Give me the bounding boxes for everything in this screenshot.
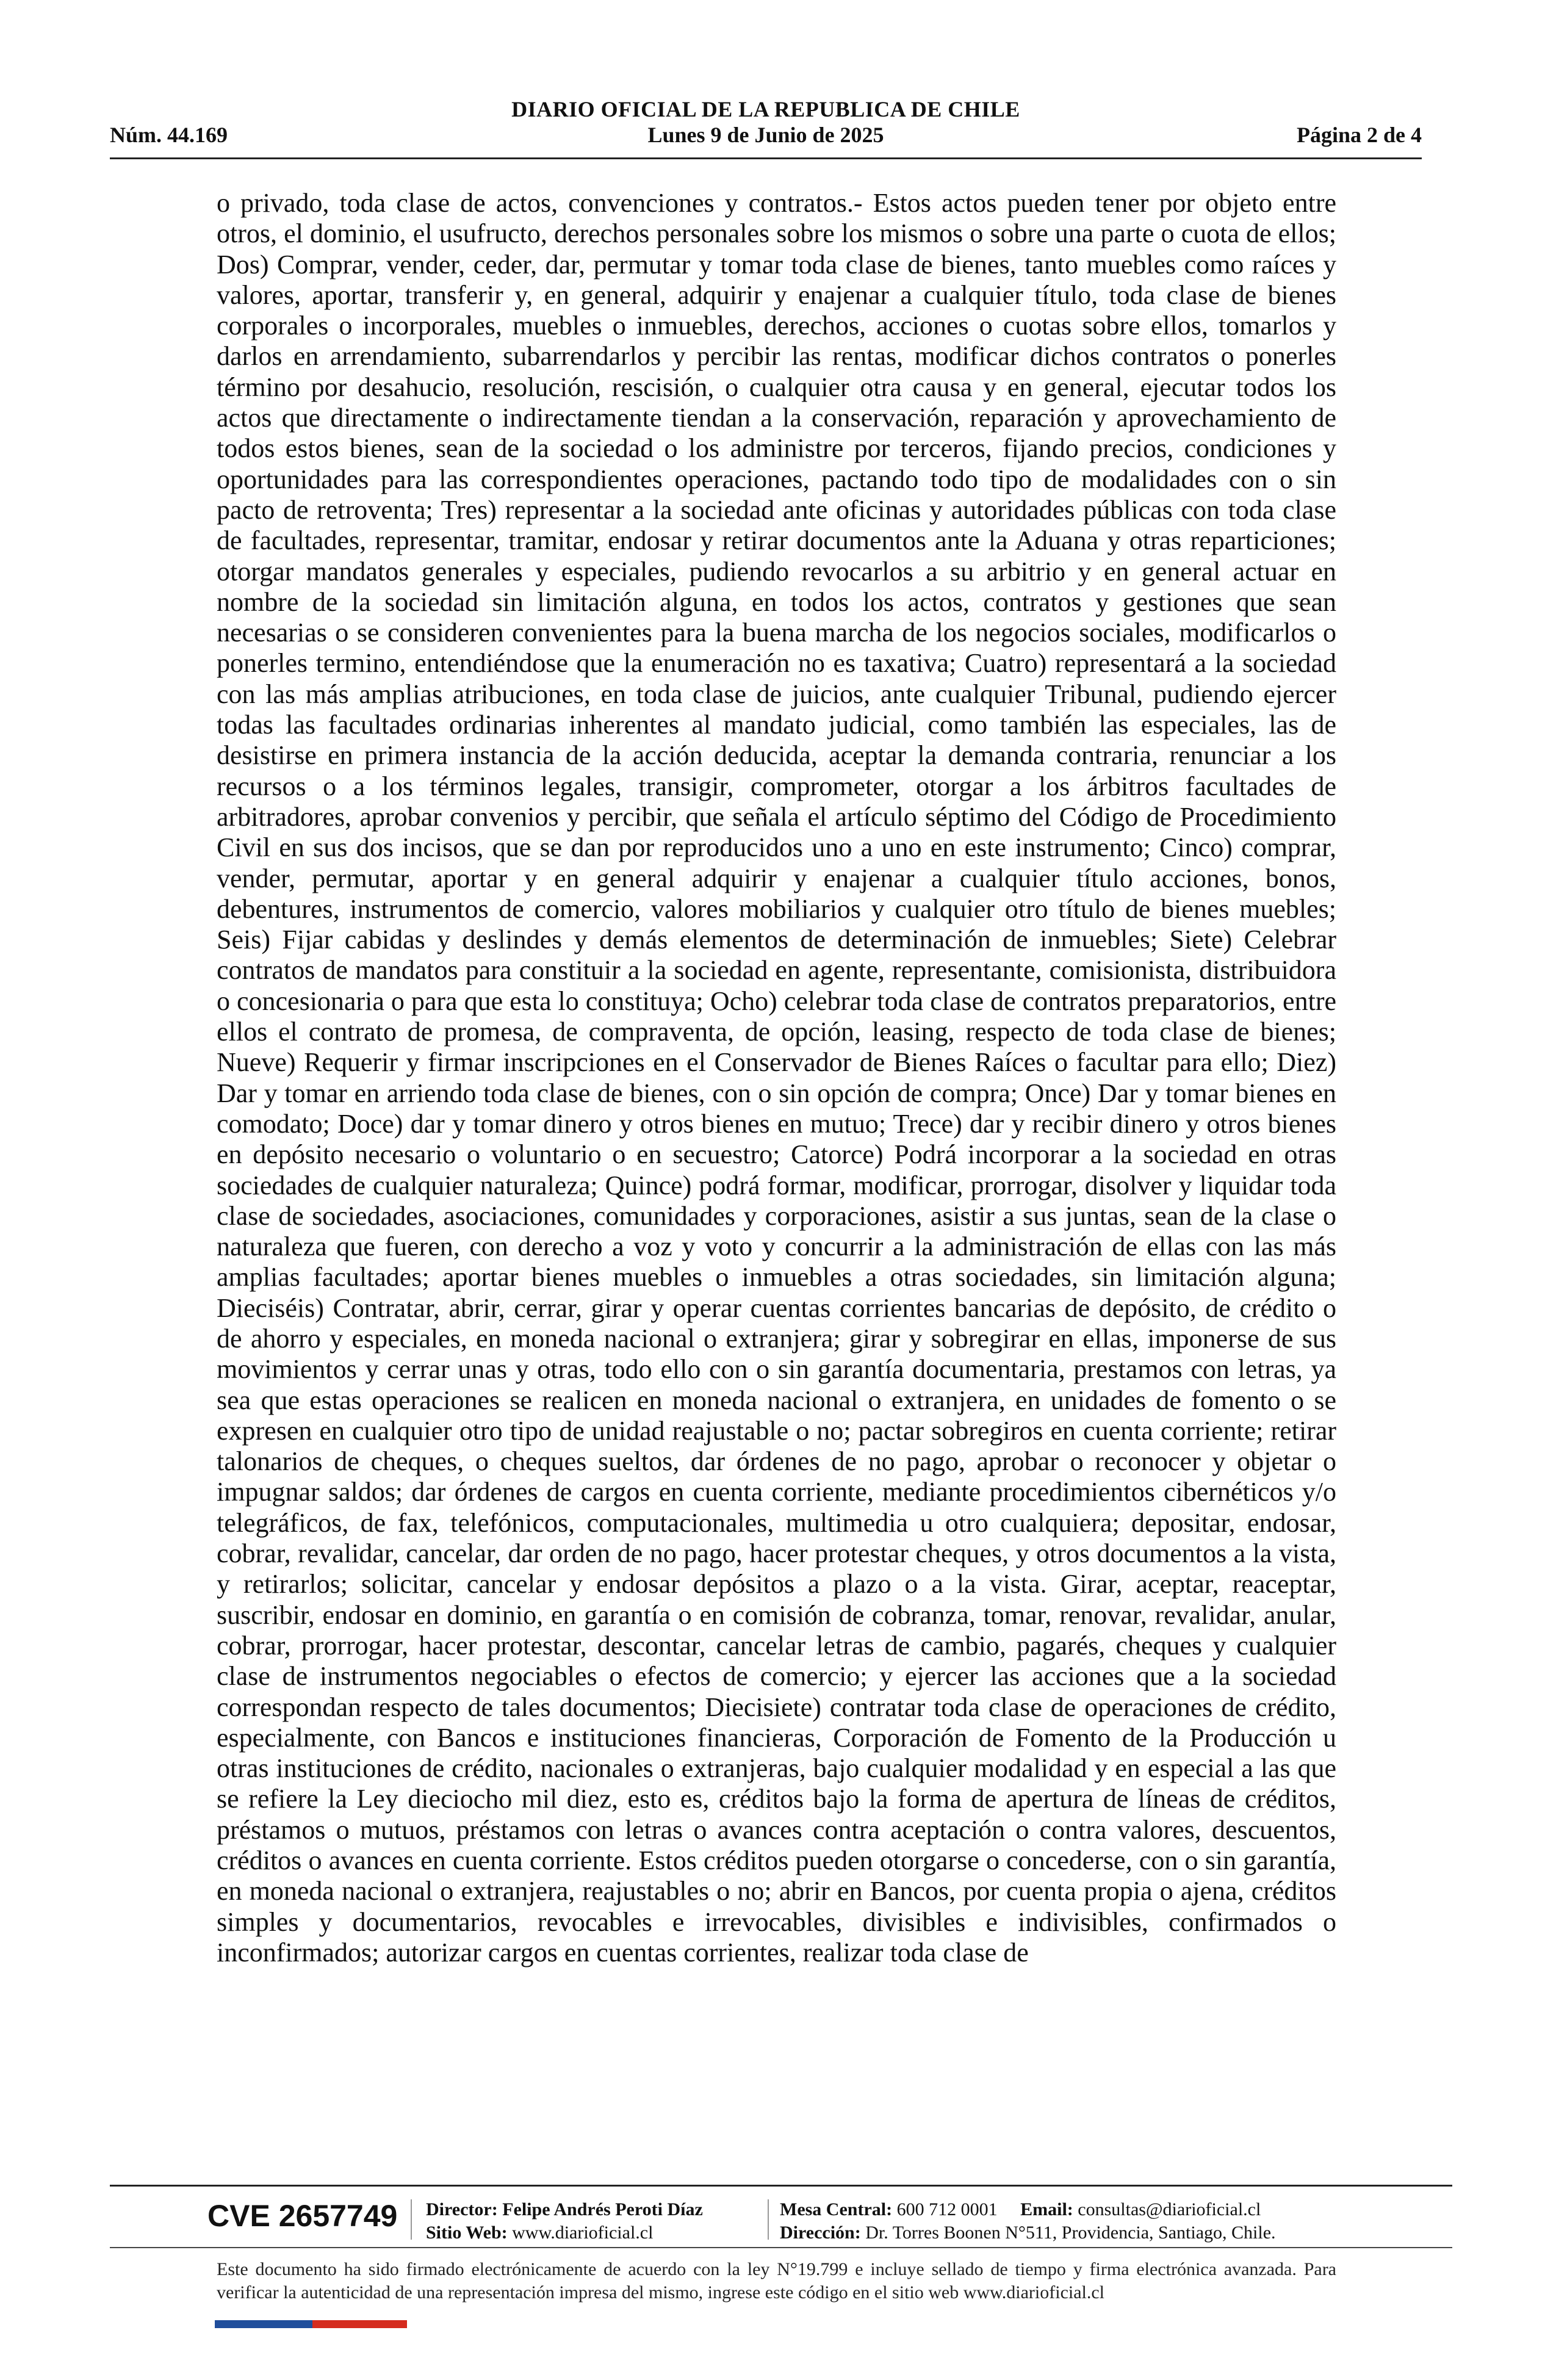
address-text: Dr. Torres Boonen N°511, Providencia, Santiago, Chile. xyxy=(865,2223,1276,2243)
page-header xyxy=(110,92,1422,159)
contact-line xyxy=(780,2198,1276,2221)
flag-stripe xyxy=(215,2320,407,2328)
address-label: Dirección: xyxy=(780,2223,861,2243)
contact-block xyxy=(780,2198,1276,2245)
website-label: Sitio Web: xyxy=(426,2223,508,2243)
director-label: Director: xyxy=(426,2199,498,2220)
footer-separator xyxy=(768,2199,769,2240)
director-name: Felipe Andrés Peroti Díaz xyxy=(502,2199,703,2220)
email-label: Email: xyxy=(1020,2199,1073,2220)
phone-label: Mesa Central: xyxy=(780,2199,893,2220)
flag-stripe-red xyxy=(312,2320,407,2328)
publication-title: DIARIO OFICIAL DE LA REPUBLICA DE CHILE xyxy=(511,97,1020,121)
page-footer xyxy=(110,2191,1452,2252)
footer-divider-bottom xyxy=(110,2247,1452,2248)
phone-number: 600 712 0001 xyxy=(896,2199,998,2220)
director-block xyxy=(426,2198,703,2245)
publication-date: Lunes 9 de Junio de 2025 xyxy=(647,123,884,147)
email-link[interactable]: consultas@diarioficial.cl xyxy=(1078,2199,1261,2220)
flag-stripe-blue xyxy=(215,2320,312,2328)
page-number: Página 2 de 4 xyxy=(1296,123,1422,147)
footer-separator xyxy=(411,2199,412,2240)
issue-number: Núm. 44.169 xyxy=(110,123,228,147)
website-link[interactable]: www.diarioficial.cl xyxy=(512,2223,654,2243)
cve-code: CVE 2657749 xyxy=(207,2199,398,2233)
signature-notice: Este documento ha sido firmado electrónicamente de acuerdo con la ley N°19.799 e incluye sellado de tiempo y firma electrónica avanzada. Para verificar la autenticidad de una representación impresa del mismo, ingrese este código en el sitio web www.diarioficial.cl xyxy=(217,2259,1336,2302)
header-divider xyxy=(110,157,1422,159)
footer-divider-top xyxy=(110,2185,1452,2187)
address-line xyxy=(780,2221,1276,2245)
document-body: o privado, toda clase de actos, convenciones y contratos.- Estos actos pueden tener por objeto entre otros, el dominio, el usufructo, derechos personales sobre los mismos o sobre una parte o cuota de ellos; Dos) Comprar, vender, ceder, dar, permutar y tomar toda clase de bienes, tanto muebles como raíces y valores, aportar, transferir y, en general, adquirir y enajenar a cualquier título, toda clase de bienes corporales o incorporales, muebles o inmuebles, derechos, acciones o cuotas sobre ellos, tomarlos y darlos en arrendamiento, subarrendarlos y percibir las rentas, modificar dichos contratos o ponerles término por desahucio, resolución, rescisión, o cualquier otra causa y en general, ejecutar todos los actos que directamente o indirectamente tiendan a la conservación, reparación y aprovechamiento de todos estos bienes, sean de la sociedad o los administre por terceros, fijando precios, condiciones y oportunidades para las correspondientes operaciones, pactando todo tipo de modalidades con o sin pacto de retroventa; Tres) representar a la sociedad ante oficinas y autoridades públicas con toda clase de facultades, representar, tramitar, endosar y retirar documentos ante la Aduana y otras reparticiones; otorgar mandatos generales y especiales, pudiendo revocarlos a su arbitrio y en general actuar en nombre de la sociedad sin limitación alguna, en todos los actos, contratos y gestiones que sean necesarias o se consideren convenientes para la buena marcha de los negocios sociales, modificarlos o ponerles termino, entendiéndose que la enumeración no es taxativa; Cuatro) representará a la sociedad con las más amplias atribuciones, en toda clase de juicios, ante cualquier Tribunal, pudiendo ejercer todas las facultades ordinarias inherentes al mandato judicial, como también las especiales, las de desistirse en primera instancia de la acción deducida, aceptar la demanda contraria, renunciar a los recursos o a los términos legales, transigir, comprometer, otorgar a los árbitros facultades de arbitradores, aprobar convenios y percibir, que señala el artículo séptimo del Código de Procedimiento Civil en sus dos incisos, que se dan por reproducidos uno a uno en este instrumento; Cinco) comprar, vender, permutar, aportar y en general adquirir y enajenar a cualquier título acciones, bonos, debentures, instrumentos de comercio, valores mobiliarios y cualquier otro título de bienes muebles; Seis) Fijar cabidas y deslindes y demás elementos de determinación de inmuebles; Siete) Celebrar contratos de mandatos para constituir a la sociedad en agente, representante, comisionista, distribuidora o concesionaria o para que esta lo constituya; Ocho) celebrar toda clase de contratos preparatorios, entre ellos el contrato de promesa, de compraventa, de opción, leasing, respecto de toda clase de bienes; Nueve) Requerir y firmar inscripciones en el Conservador de Bienes Raíces o facultar para ello; Diez) Dar y tomar en arriendo toda clase de bienes, con o sin opción de compra; Once) Dar y tomar bienes en comodato; Doce) dar y tomar dinero y otros bienes en mutuo; Trece) dar y recibir dinero y otros bienes en depósito necesario o voluntario o en secuestro; Catorce) Podrá incorporar a la sociedad en otras sociedades de cualquier naturaleza; Quince) podrá formar, modificar, prorrogar, disolver y liquidar toda clase de sociedades, asociaciones, comunidades y corporaciones, asistir a sus juntas, sean de la clase o naturaleza que fueren, con derecho a voz y voto y concurrir a la administración de ellas con las más amplias facultades; aportar bienes muebles o inmuebles a otras sociedades, sin limitación alguna; Dieciséis) Contratar, abrir, cerrar, girar y operar cuentas corrientes bancarias de depósito, de crédito o de ahorro y especiales, en moneda nacional o extranjera; girar y sobregirar en ellas, imponerse de sus movimientos y cerrar unas y otras, todo ello con o sin garantía documentaria, prestamos con letras, ya sea que estas operaciones se realicen en moneda nacional o extranjera, en unidades de fomento o se expresen en cualquier otro tipo de unidad reajustable o no; pactar sobregiros en cuenta corriente; retirar talonarios de cheques, o cheques sueltos, dar órdenes de no pago, aprobar o reconocer y objetar o impugnar saldos; dar órdenes de cargos en cuenta corriente, mediante procedimientos cibernéticos y/o telegráficos, de fax, telefónicos, computacionales, multimedia u otro cualquiera; depositar, endosar, cobrar, revalidar, cancelar, dar orden de no pago, hacer protestar cheques, y otros documentos a la vista, y retirarlos; solicitar, cancelar y endosar depósitos a plazo o a la vista. Girar, aceptar, reaceptar, suscribir, endosar en dominio, en garantía o en comisión de cobranza, tomar, renovar, revalidar, anular, cobrar, prorrogar, hacer protestar, descontar, cancelar letras de cambio, pagarés, cheques y cualquier clase de instrumentos negociables o efectos de comercio; y ejercer las acciones que a la sociedad correspondan respecto de tales documentos; Diecisiete) contratar toda clase de operaciones de crédito, especialmente, con Bancos e instituciones financieras, Corporación de Fomento de la Producción u otras instituciones de crédito, nacionales o extranjeras, bajo cualquier modalidad y en especial a las que se refiere la Ley dieciocho mil diez, esto es, créditos bajo la forma de apertura de líneas de créditos, préstamos o mutuos, préstamos con letras o avances contra aceptación o contra valores, descuentos, créditos o avances en cuenta corriente. Estos créditos pueden otorgarse o concederse, con o sin garantía, en moneda nacional o extranjera, reajustables o no; abrir en Bancos, por cuenta propia o ajena, créditos simples y documentarios, revocables e irrevocables, divisibles e indivisibles, confirmados o inconfirmados; autorizar cargos en cuentas corrientes, realizar toda clase de xyxy=(217,188,1336,1967)
website-line xyxy=(426,2221,703,2245)
director-line xyxy=(426,2198,703,2221)
